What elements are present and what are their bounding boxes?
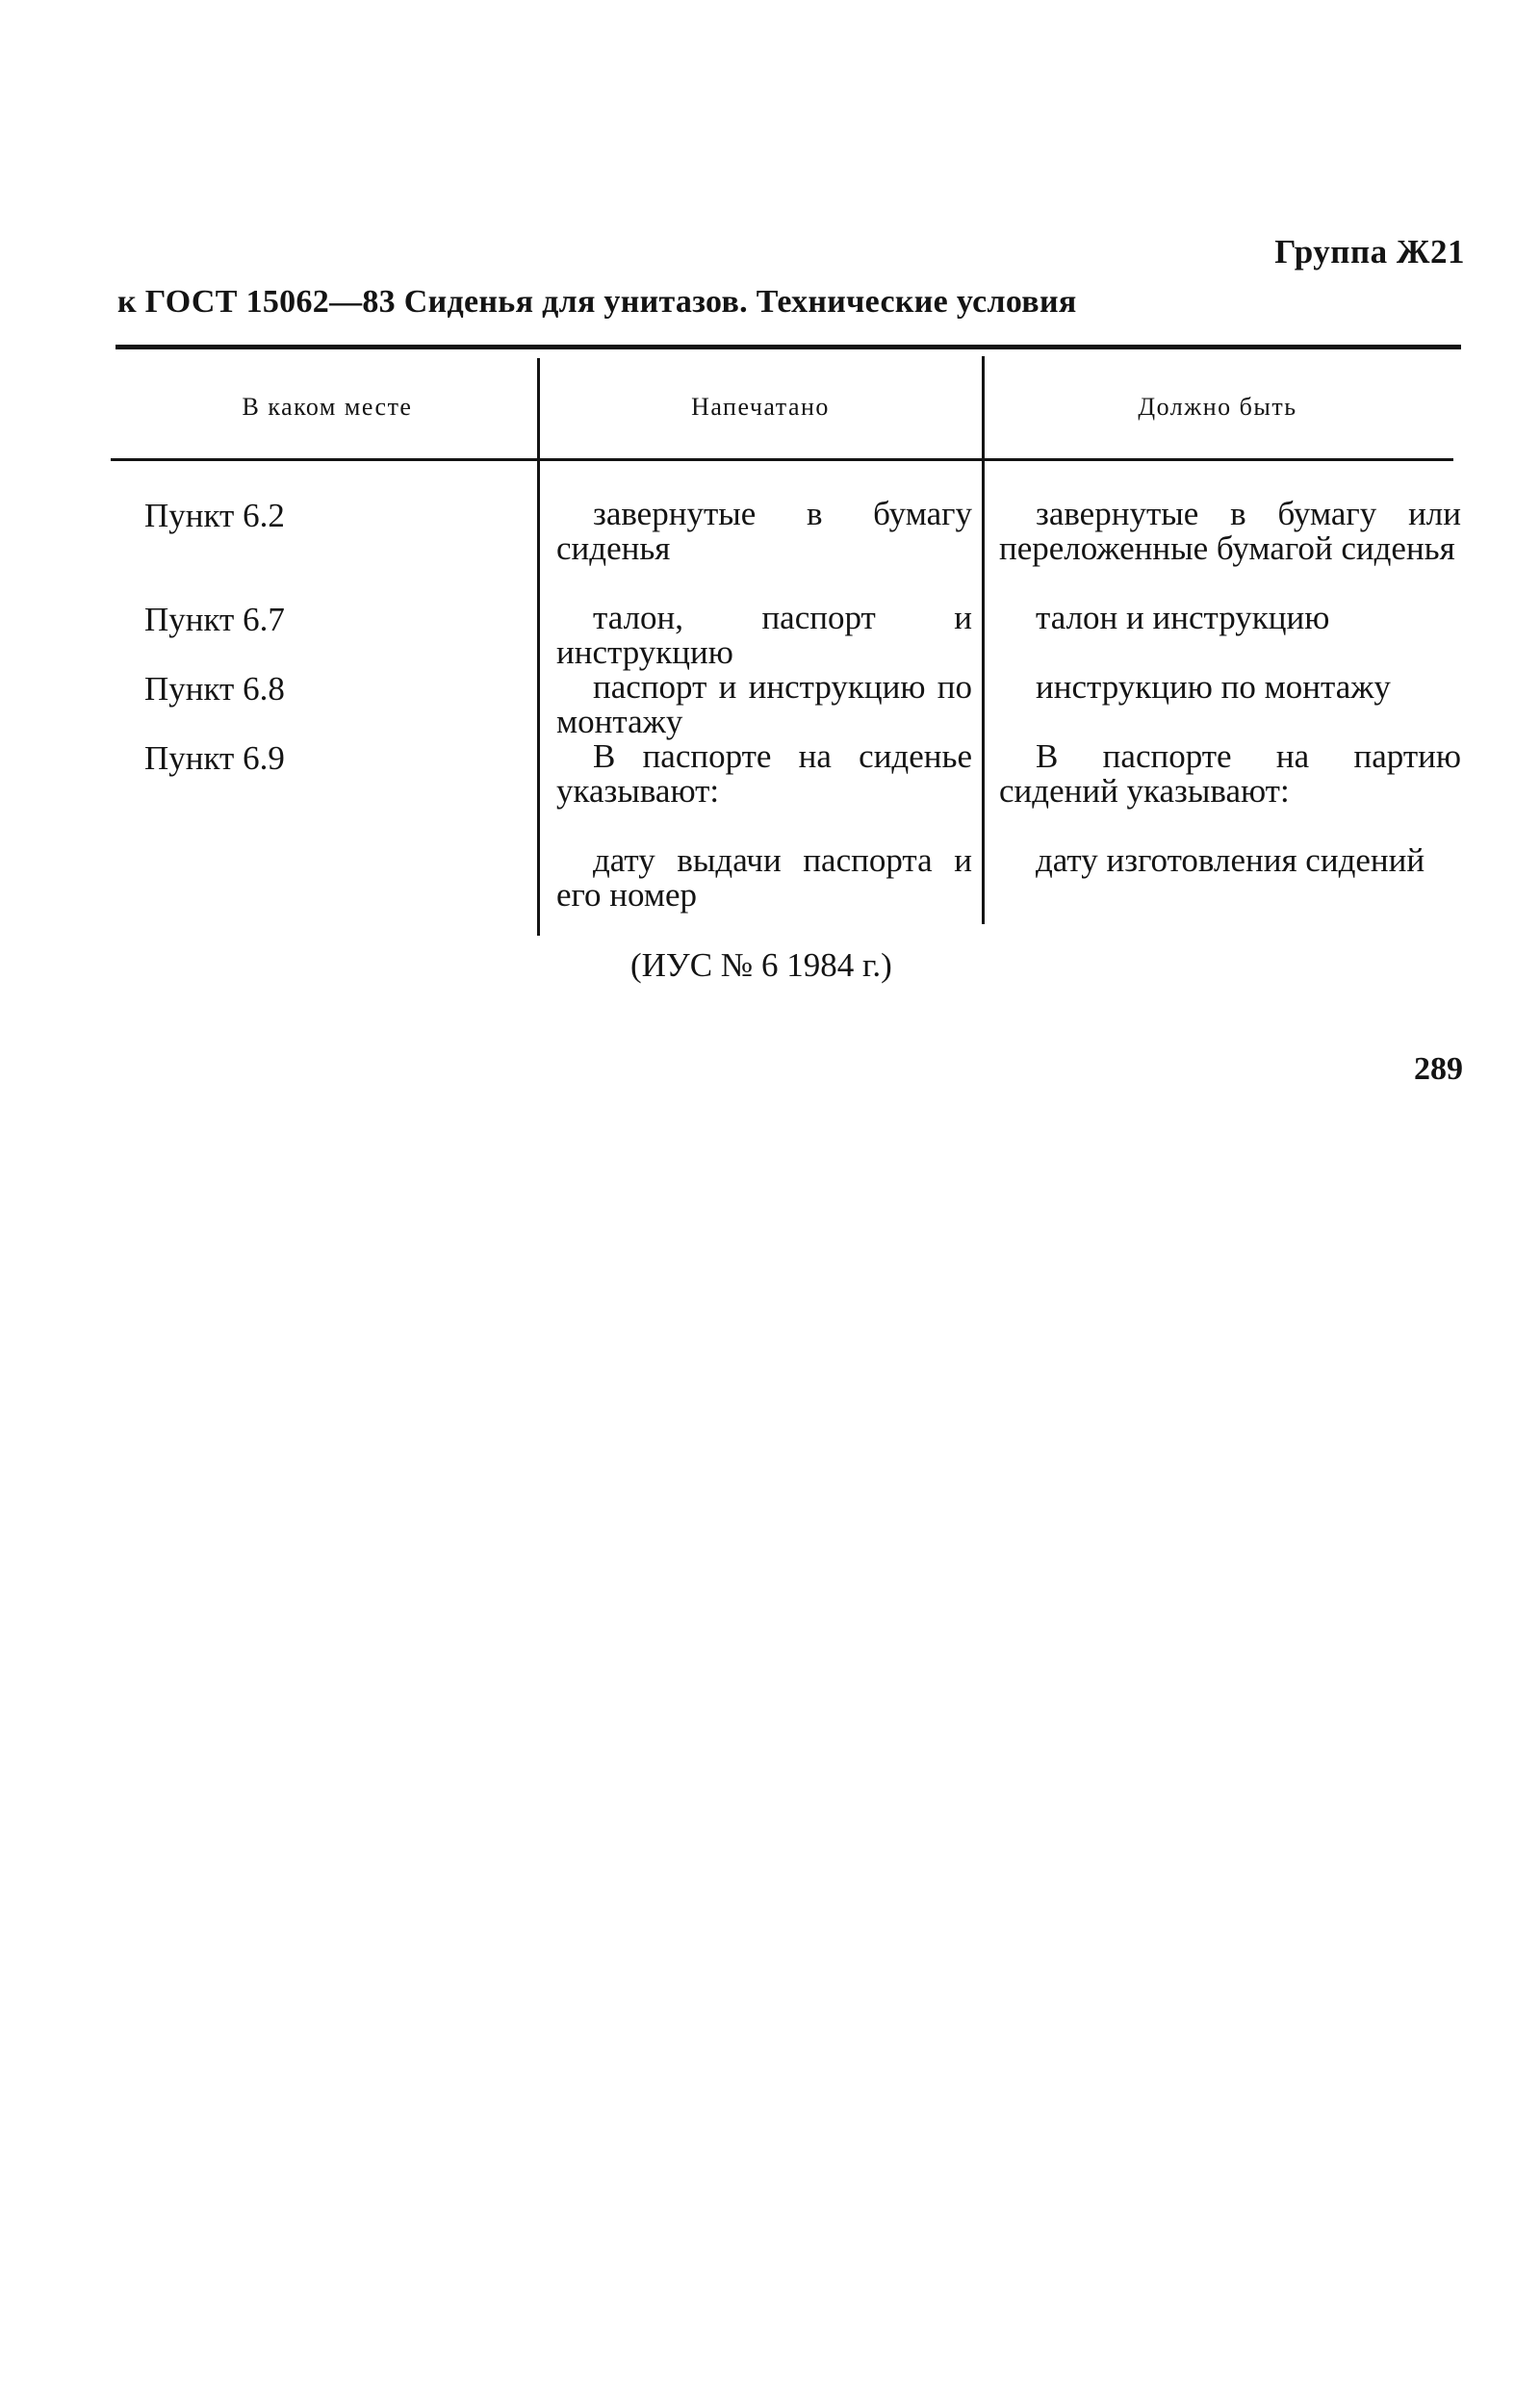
column-header-place: В каком месте bbox=[242, 393, 413, 421]
doc-title: к ГОСТ 15062—83 Сиденья для унитазов. Технические условия bbox=[117, 284, 1077, 320]
cell-place: Пункт 6.7 bbox=[144, 601, 285, 638]
cell-printed: В паспорте на сиденье указывают: bbox=[556, 737, 972, 810]
page-number: 289 bbox=[1414, 1051, 1463, 1087]
column-header-printed: Напечатано bbox=[691, 393, 830, 421]
column-divider-2 bbox=[982, 356, 985, 924]
cell-printed: завернутые в бумагу сиденья bbox=[556, 495, 972, 567]
cell-correct: дату изготовления сидений bbox=[1036, 841, 1425, 879]
cell-correct: талон и инструкцию bbox=[1036, 599, 1330, 636]
cell-printed: дату выдачи паспорта и его номер bbox=[556, 841, 972, 914]
cell-printed: паспорт и инструкцию по монтажу bbox=[556, 668, 972, 740]
table-top-rule bbox=[116, 345, 1461, 349]
cell-correct: инструкцию по монтажу bbox=[1036, 668, 1391, 706]
group-label: Группа Ж21 bbox=[1274, 233, 1465, 271]
cell-place: Пункт 6.2 bbox=[144, 497, 285, 534]
source-note: (ИУС № 6 1984 г.) bbox=[630, 946, 892, 984]
column-header-correct: Должно быть bbox=[1138, 393, 1297, 421]
cell-correct: завернутые в бумагу или переложенные бумагой сиденья bbox=[999, 495, 1461, 567]
cell-place: Пункт 6.9 bbox=[144, 739, 285, 777]
table-header-rule bbox=[111, 458, 1453, 461]
cell-correct: В паспорте на партию сидений указывают: bbox=[999, 737, 1461, 810]
cell-place: Пункт 6.8 bbox=[144, 670, 285, 708]
column-divider-1 bbox=[537, 358, 540, 936]
cell-printed: талон, паспорт и инструкцию bbox=[556, 599, 972, 671]
